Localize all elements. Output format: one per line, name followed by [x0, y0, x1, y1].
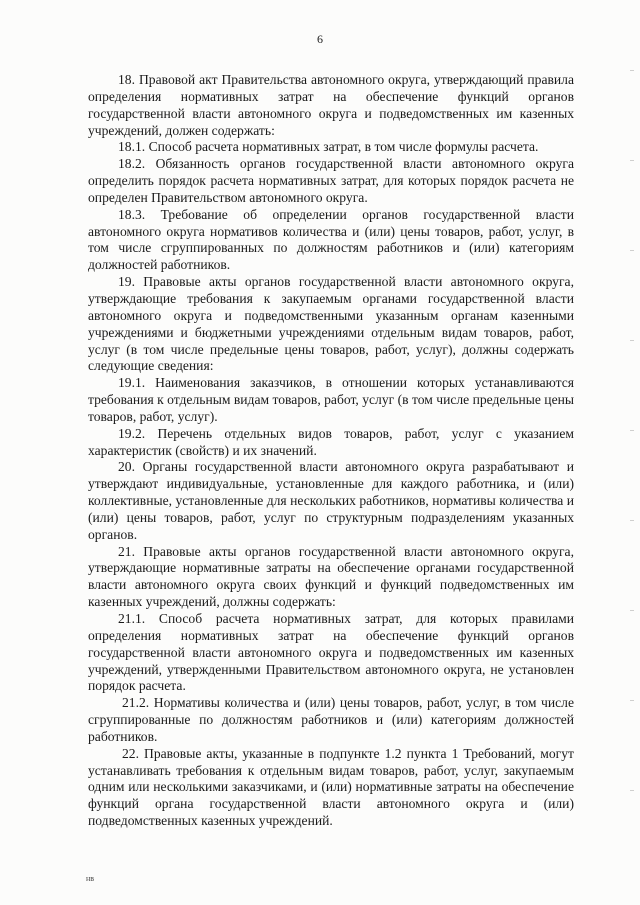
paragraph-21-2: 21.2. Нормативы количества и (или) цены товаров, работ, услуг, в том числе сгруппированные по должностям работников и (или) категориям должностей работников. [88, 695, 574, 744]
document-body [88, 72, 574, 830]
paragraph-21: 21. Правовые акты органов государственной власти автономного округа, утверждающие нормативные затраты на обеспечение органами государственной власти автономного округа своих функций и функций подведомственных им казенных учреждений, должны содержать: [88, 543, 574, 610]
scan-edge-artifact [630, 40, 634, 860]
paragraph-19-1: 19.1. Наименования заказчиков, в отношении которых устанавливаются требования к отдельным видам товаров, работ, услуг (в том числе предельные цены товаров, работ, услуг). [88, 375, 575, 424]
paragraph-18-1: 18.1. Способ расчета нормативных затрат, в том числе формулы расчета. [118, 139, 539, 155]
paragraph-19: 19. Правовые акты органов государственной власти автономного округа, утверждающие требования к закупаемым органами государственной власти автономного округа и подведомственными указанным органам казенными учреждениями и бюджетными учреждениями отдельным видам товаров, работ, услуг (в том числе предельные цены товаров, работ, услуг), должны содержать следующие сведения: [88, 274, 574, 374]
paragraph-21-1: 21.1. Способ расчета нормативных затрат, для которых правилами определения нормативных затрат на обеспечение функций органов государственной власти автономного округа и подведомственных им казенных учреждений, утвержденными Правительством автономного округа, не установлен порядок расчета. [88, 611, 574, 694]
paragraph-22: 22. Правовые акты, указанные в подпункте 1.2 пункта 1 Требований, могут устанавливать требования к отдельным видам товаров, работ, услуг, закупаемым одним или несколькими заказчиками, и (или) нормативные затраты на обеспечение функций органа государственной власти автономного округа и (или) подведомственных казенных учреждений. [88, 745, 574, 829]
paragraph-20: 20. Органы государственной власти автономного округа разрабатывают и утверждают индивидуальные, установленные для каждого работника, и (или) коллективные, установленные для нескольких работников, нормативы количества и (или) цены товаров, работ, услуг по структурным подразделениям указанных органов. [88, 459, 574, 542]
paragraph-18: 18. Правовой акт Правительства автономного округа, утверждающий правила определения нормативных затрат на обеспечение функций органов государственной власти автономного округа и подведомственных им казенных учреждений, должен содержать: [88, 72, 574, 138]
page-number: 6 [317, 32, 323, 46]
footer-mark: нв [86, 874, 95, 883]
paragraph-18-3: 18.3. Требование об определении органов государственной власти автономного округа нормативов количества и (или) цены товаров, работ, услуг, в том числе сгруппированных по должностям работников и (или) категориям должностей работников. [88, 206, 574, 273]
paragraph-19-2: 19.2. Перечень отдельных видов товаров, работ, услуг с указанием характеристик (свойств) и их значений. [88, 425, 574, 458]
paragraph-18-2: 18.2. Обязанность органов государственной власти автономного округа определить порядок расчета нормативных затрат, для которых порядок расчета не определен Правительством автономного округа. [88, 156, 574, 205]
